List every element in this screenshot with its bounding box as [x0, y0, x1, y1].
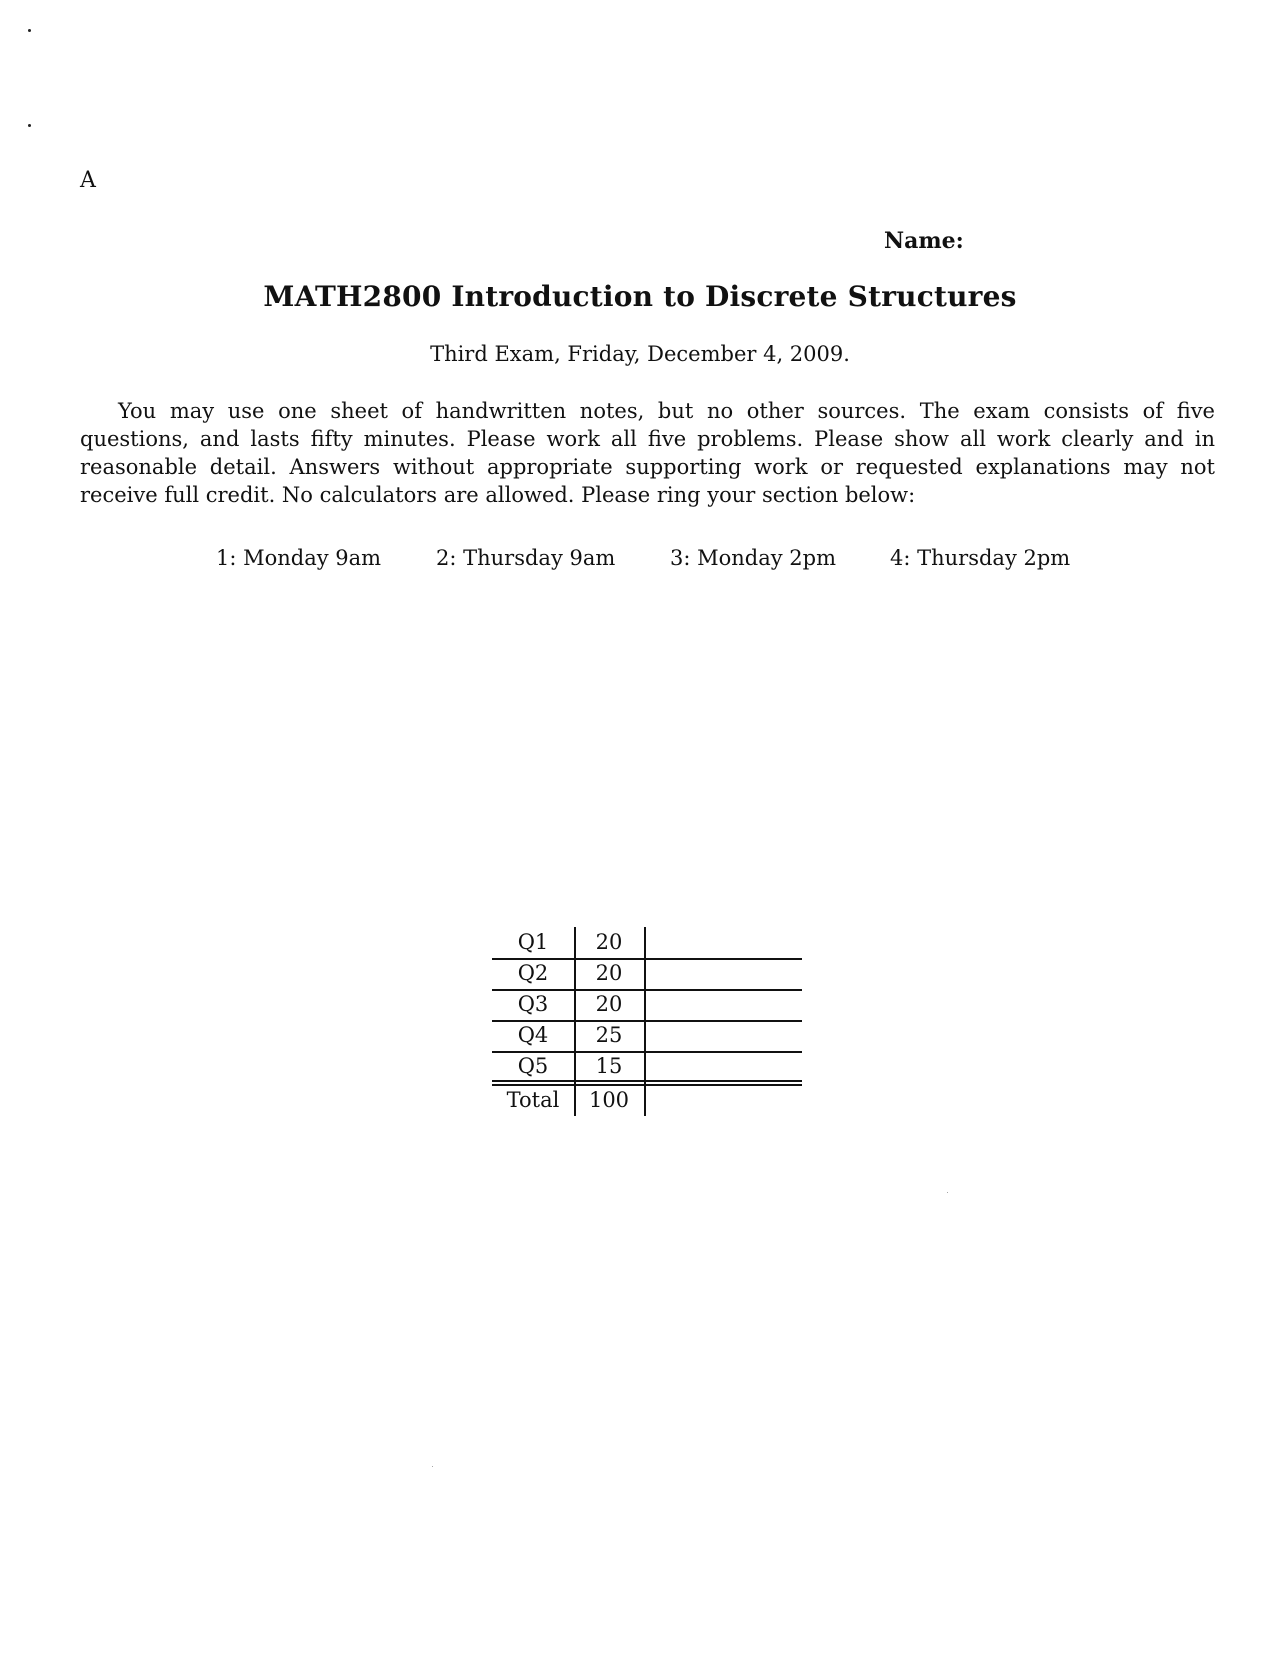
- table-rule: [492, 1080, 802, 1082]
- score-row-q3: [492, 989, 802, 1020]
- score-row-q1: [492, 927, 802, 958]
- score-row-total: [492, 1085, 802, 1116]
- table-rule: [492, 1084, 802, 1086]
- question-label: Q3: [517, 992, 549, 1016]
- question-points: 15: [595, 1054, 623, 1078]
- name-label: Name:: [884, 228, 964, 254]
- scan-dot: [432, 1466, 433, 1467]
- score-table: [492, 927, 802, 1122]
- question-label: Q2: [517, 961, 549, 985]
- question-label: Q5: [517, 1054, 549, 1078]
- score-row-q2: [492, 958, 802, 989]
- exam-instructions: You may use one sheet of handwritten notes, but no other sources. The exam consists of five questions, and lasts fifty minutes. Please work all five problems. Please show all work clearly and in reasonable detail. Answers without appropriate supporting work or requested explanations may not receive full credit. No calculators are allowed. Please ring your section below:: [80, 399, 1215, 507]
- scan-dot: [28, 124, 31, 127]
- table-rule: [492, 958, 802, 960]
- table-rule: [492, 989, 802, 991]
- question-points: 20: [595, 930, 623, 954]
- total-label: Total: [506, 1088, 560, 1112]
- score-row-q5: [492, 1051, 802, 1082]
- table-rule: [644, 927, 646, 1116]
- question-points: 25: [595, 1023, 623, 1047]
- score-row-q4: [492, 1020, 802, 1051]
- course-title: MATH2800 Introduction to Discrete Structures: [263, 280, 1017, 313]
- section-option-3[interactable]: 3: Monday 2pm: [670, 546, 837, 570]
- total-points: 100: [588, 1088, 630, 1112]
- exam-subtitle: Third Exam, Friday, December 4, 2009.: [430, 342, 850, 366]
- question-points: 20: [595, 992, 623, 1016]
- table-rule: [492, 1051, 802, 1053]
- question-points: 20: [595, 961, 623, 985]
- table-rule: [492, 1020, 802, 1022]
- section-option-1[interactable]: 1: Monday 9am: [216, 546, 382, 570]
- scan-dot: [28, 29, 31, 32]
- section-option-2[interactable]: 2: Thursday 9am: [436, 546, 616, 570]
- section-option-4[interactable]: 4: Thursday 2pm: [890, 546, 1071, 570]
- question-label: Q4: [517, 1023, 549, 1047]
- exam-version-letter: A: [80, 168, 96, 193]
- question-label: Q1: [517, 930, 549, 954]
- table-rule: [574, 927, 576, 1116]
- scan-dot: [947, 1192, 948, 1193]
